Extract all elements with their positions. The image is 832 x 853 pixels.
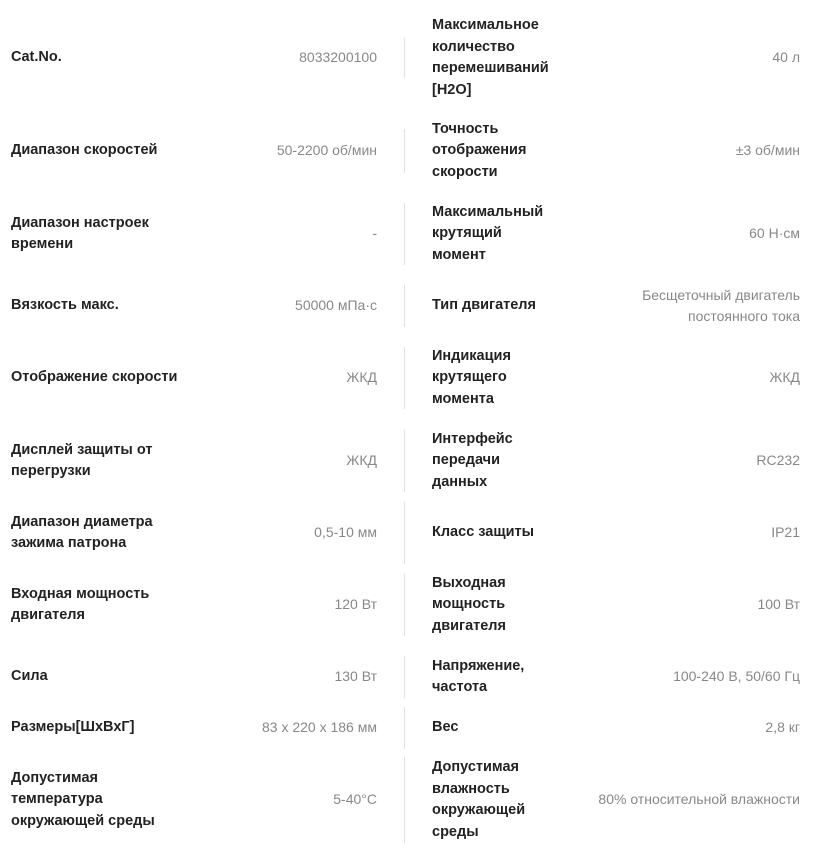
spec-value: ЖКД xyxy=(769,369,800,386)
spec-value: 100-240 В, 50/60 Гц xyxy=(673,668,800,685)
spec-row-max-stirring-volume xyxy=(420,14,822,102)
spec-value: 40 л xyxy=(772,49,800,66)
spec-label: Вязкость макс. xyxy=(11,297,119,314)
spec-label: Точность отображения скорости xyxy=(432,120,527,180)
spec-row-power xyxy=(0,656,390,698)
spec-label: Индикация крутящего момента xyxy=(432,347,511,407)
spec-label: Дисплей защиты от перегрузки xyxy=(11,441,153,479)
column-divider xyxy=(404,347,405,409)
spec-value: - xyxy=(372,225,377,242)
column-divider xyxy=(404,203,405,265)
spec-value: 8033200100 xyxy=(299,49,377,66)
spec-row-max-torque xyxy=(420,203,822,265)
column-divider xyxy=(404,502,405,564)
spec-label: Cat.No. xyxy=(11,49,62,66)
spec-row-ambient-humidity xyxy=(420,757,822,843)
spec-value: IP21 xyxy=(771,524,800,541)
spec-value: ЖКД xyxy=(346,452,377,469)
spec-value: 120 Вт xyxy=(334,596,377,613)
spec-label: Интерфейс передачи данных xyxy=(432,430,513,490)
spec-row-speed-display xyxy=(0,347,390,409)
spec-label: Максимальное количество перемешиваний [H2O] xyxy=(432,17,549,98)
spec-row-max-viscosity xyxy=(0,285,390,327)
spec-label: Сила xyxy=(11,668,48,685)
spec-value: ±3 об/мин xyxy=(735,142,800,159)
spec-row-speed-accuracy xyxy=(420,120,822,182)
spec-row-motor-input-power xyxy=(0,574,390,636)
spec-value: 0,5-10 мм xyxy=(314,524,377,541)
spec-label: Вес xyxy=(432,719,459,736)
spec-label: Класс защиты xyxy=(432,524,534,541)
spec-label: Выходная мощность двигателя xyxy=(432,574,506,634)
column-divider xyxy=(404,707,405,749)
spec-row-chuck-range xyxy=(0,502,390,564)
column-divider xyxy=(404,285,405,327)
spec-label: Допустимая температура окружающей среды xyxy=(11,769,155,829)
spec-label: Максимальный крутящий момент xyxy=(432,203,544,263)
column-divider xyxy=(404,430,405,492)
spec-value: 5-40°C xyxy=(333,791,377,808)
spec-row-timer-range xyxy=(0,203,390,265)
spec-value: 50-2200 об/мин xyxy=(276,142,377,159)
spec-value: 80% относительной влажности xyxy=(598,791,800,808)
spec-label: Диапазон диаметра зажима патрона xyxy=(11,513,153,551)
spec-label: Напряжение, частота xyxy=(432,657,525,695)
spec-value: 2,8 кг xyxy=(765,719,800,736)
spec-row-cat-no xyxy=(0,26,390,90)
spec-row-ambient-temperature xyxy=(0,757,390,843)
spec-label: Входная мощность двигателя xyxy=(11,585,150,623)
spec-row-overload-display xyxy=(0,430,390,492)
spec-label: Диапазон скоростей xyxy=(11,142,158,159)
spec-value: RC232 xyxy=(756,452,800,469)
spec-value: 60 Н·см xyxy=(749,225,800,242)
spec-row-torque-indication xyxy=(420,347,822,409)
column-divider xyxy=(404,757,405,843)
spec-row-protection-class xyxy=(420,502,822,564)
column-divider xyxy=(404,656,405,698)
spec-row-voltage-frequency xyxy=(420,656,822,698)
spec-row-motor-output-power xyxy=(420,574,822,636)
spec-label: Отображение скорости xyxy=(11,369,178,386)
spec-label: Размеры[ШхВхГ] xyxy=(11,719,135,736)
spec-label: Допустимая влажность окружающей среды xyxy=(432,759,526,840)
spec-label: Тип двигателя xyxy=(432,297,536,314)
spec-row-dimensions xyxy=(0,707,390,749)
spec-label: Диапазон настроек времени xyxy=(11,214,149,252)
spec-row-weight xyxy=(420,707,822,749)
spec-value: 50000 мПа·с xyxy=(295,297,377,314)
spec-row-data-interface xyxy=(420,430,822,492)
column-divider xyxy=(404,38,405,78)
column-divider xyxy=(404,129,405,173)
column-divider xyxy=(404,574,405,636)
spec-value: 100 Вт xyxy=(757,596,800,613)
spec-row-motor-type xyxy=(420,285,822,327)
spec-value: 130 Вт xyxy=(334,668,377,685)
spec-value: Бесщеточный двигатель постоянного тока xyxy=(642,286,800,324)
spec-value: ЖКД xyxy=(346,369,377,386)
spec-value: 83 x 220 x 186 мм xyxy=(262,719,377,736)
spec-row-speed-range xyxy=(0,120,390,182)
